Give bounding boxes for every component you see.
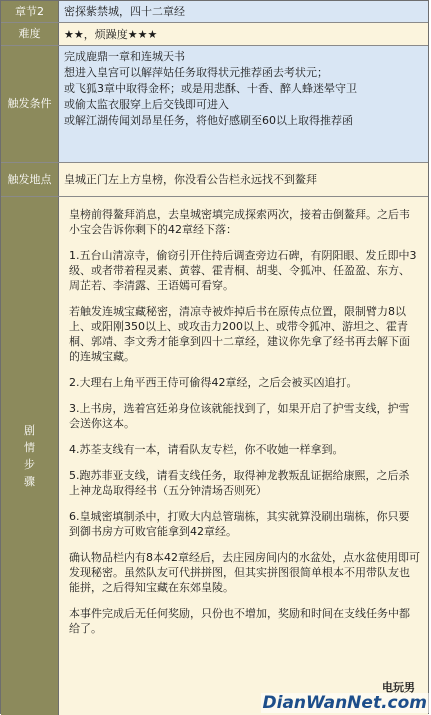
process-paragraph: 6.皇城密填制杀中，打败大内总管瑞栋，其实就算没刷出瑞栋，你只要到御书房方可败官能拿到42章经。 — [69, 510, 410, 538]
watermark-site: DianWanNet.com — [262, 693, 427, 713]
process-paragraph: 3.上书房，选着宫廷弟身位该就能找到了，如果开启了护雪支线，护雪会送你这本。 — [69, 402, 410, 430]
chapter-value: 密探紫禁城，四十二章经 — [59, 1, 428, 22]
trigger-line: 或飞狐3章中取得金杯；或是用悲酥、十香、醉人蜂迷晕守卫 — [64, 82, 357, 95]
trigger-value — [59, 46, 428, 162]
watermark-cn: 电玩男 — [382, 681, 415, 694]
process-paragraph: 4.苏荃支线有一本，请看队友专栏，你不收她一样拿到。 — [69, 443, 344, 456]
process-paragraph: 5.跑苏菲亚支线，请看支线任务，取得神龙教叛乱证据给康熙，之后杀上神龙岛取得经书（五分钟清场否则死） — [69, 469, 410, 497]
process-label-char: 情 — [24, 441, 35, 454]
process-label-char: 步 — [24, 458, 35, 471]
trigger-row — [1, 46, 428, 163]
trigger-line: 或偷太监衣服穿上后交钱即可进入 — [64, 98, 229, 111]
site-watermark — [261, 681, 430, 713]
process-paragraph: 本事件完成后无任何奖励，只份也不增加，奖励和时间在支线任务中都给了。 — [69, 607, 410, 635]
location-label: 触发地点 — [1, 163, 59, 196]
difficulty-label: 难度 — [1, 23, 59, 45]
process-paragraph: 2.大理右上角平西王侍可偷得42章经，之后会被买凶追打。 — [69, 376, 358, 389]
process-label-char: 骤 — [24, 475, 35, 488]
process-row — [1, 197, 428, 715]
difficulty-row — [1, 23, 428, 46]
process-paragraph: 确认物品栏内有8本42章经后，去庄园房间内的水盆处，点水盆使用即可发现秘密。虽然队友可代拼拼图，但其实拼图很简单根本不用带队友也能拼，之后得知宝藏在东郊皇陵。 — [69, 551, 420, 594]
process-paragraph: 若触发连城宝藏秘密，清凉寺被炸掉后书在原传点位置，限制臂力8以上、或阳刚350以上、或攻击力200以上、或带令狐冲、游坦之、霍青桐、郭靖、李文秀才能拿到四十二章经，建议你先拿了经书再去解下面的连城宝藏。 — [69, 305, 410, 363]
trigger-line: 想进入皇宫可以解萍姑任务取得状元推荐函去考状元； — [64, 66, 328, 79]
trigger-line: 完成鹿鼎一章和连城天书 — [64, 50, 185, 63]
location-value: 皇城正门左上方皇榜，你没看公告栏永远找不到鳌拜 — [59, 163, 428, 196]
chapter-row — [1, 1, 428, 23]
process-value — [59, 197, 428, 715]
process-label — [1, 197, 59, 715]
location-row — [1, 163, 428, 197]
process-paragraph: 皇榜前得鳌拜消息，去皇城密填完成探索两次，接着击倒鳌拜。之后韦小宝会告诉你剩下的42章经下落： — [69, 208, 410, 236]
trigger-label: 触发条件 — [1, 46, 59, 162]
process-paragraph: 1.五台山清凉寺，偷窃引开住持后调查旁边石碑，有阴阳眼、发丘即中3级、或者带着程灵素、黄蓉、霍青桐、胡斐、令狐冲、任盈盈、东方、周芷若、李清露、王语嫣可看穿。 — [69, 249, 417, 292]
chapter-label: 章节2 — [1, 1, 59, 22]
process-label-char: 剧 — [24, 424, 35, 437]
difficulty-value: ★★，烦躁度★★★ — [59, 23, 428, 45]
trigger-line: 或解江湖传闻刘昂星任务，将他好感刷至60以上取得推荐函 — [64, 114, 353, 127]
